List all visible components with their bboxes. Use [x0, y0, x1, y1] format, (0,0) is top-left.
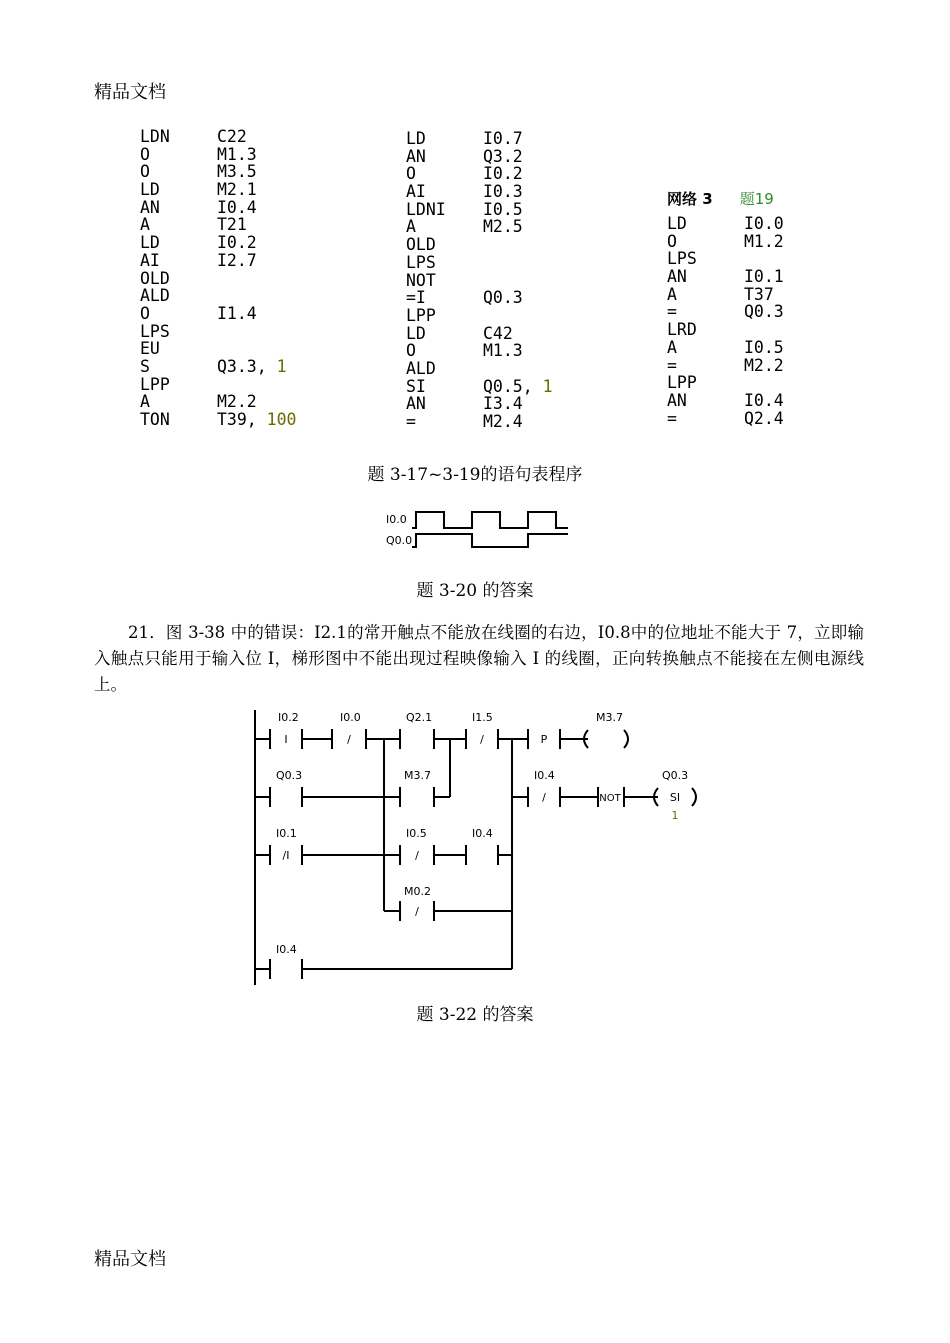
stl-operator: EU [140, 339, 160, 359]
stl-operator: =I [406, 288, 426, 308]
stl-operand: M3.5 [217, 162, 257, 182]
stl-operand: M2.5 [483, 217, 523, 237]
stl-operator: ALD [140, 286, 170, 306]
label-i04b: I0.4 [472, 827, 493, 840]
stl-operator: S [140, 356, 150, 376]
label-q03: Q0.3 [276, 769, 303, 782]
stl-operator: O [406, 164, 416, 184]
stl-operator: = [406, 412, 416, 431]
stl-operator: = [667, 302, 677, 322]
network-3-header [667, 188, 774, 209]
label-m37-coil: M3.7 [596, 711, 623, 724]
stl-operand: I0.4 [744, 390, 784, 410]
stl-row [667, 233, 784, 251]
stl-row [667, 321, 784, 339]
label-q21: Q2.1 [406, 711, 433, 724]
stl-operator: A [667, 337, 677, 357]
stl-row [140, 199, 296, 217]
stl-row [140, 305, 296, 323]
stl-operand: C42 [483, 323, 513, 343]
stl-row [667, 392, 784, 410]
stl-row [667, 215, 784, 233]
stl-operator: AN [406, 394, 426, 414]
stl-row [406, 236, 553, 254]
symbol-negated-5: / [415, 905, 419, 918]
page-header: 精品文档 [94, 82, 166, 103]
stl-row [406, 342, 553, 360]
stl-operand-number: 1 [276, 356, 287, 376]
stl-row [406, 148, 553, 166]
stl-operator: LPP [406, 305, 436, 325]
symbol-positive-edge: P [540, 733, 548, 746]
stl-program-1 [140, 128, 296, 429]
stl-row [406, 289, 553, 307]
stl-operator: LPS [140, 321, 170, 341]
stl-operator: LPP [140, 374, 170, 394]
stl-operand: T39, [217, 410, 267, 429]
stl-operand: M1.3 [217, 144, 257, 164]
stl-operand: I0.3 [483, 182, 523, 202]
ladder-diagram [240, 705, 720, 990]
timing-diagram [380, 503, 580, 551]
stl-row [140, 340, 296, 358]
caption-ladder: 题 3-22 的答案 [416, 1005, 534, 1025]
label-m37: M3.7 [404, 769, 431, 782]
answer-paragraph: 21．图 3-38 中的错误：I2.1的常开触点不能放在线圈的右边，I0.8中的位地址不能大于 7，立即输入触点只能用于输入位 I，梯形图中不能出现过程映像输入 I 的线圈，正向转换触点不能接在左侧电源线上。 [94, 623, 864, 694]
stl-row [140, 287, 296, 305]
stl-row [406, 218, 553, 236]
stl-operator: AN [140, 197, 160, 217]
stl-operand: M2.2 [217, 392, 257, 412]
stl-operator: LD [140, 180, 160, 200]
stl-row [406, 307, 553, 325]
stl-operand: I0.4 [217, 197, 257, 217]
stl-operand: I0.5 [744, 337, 784, 357]
stl-row [406, 165, 553, 183]
symbol-negated-immediate: /I [282, 849, 290, 862]
caption-stl: 题 3-17~3-19的语句表程序 [367, 465, 583, 485]
stl-operator: AN [667, 267, 687, 287]
label-i15: I1.5 [472, 711, 493, 724]
network-tag: 题19 [739, 190, 774, 208]
stl-operator: A [667, 284, 677, 304]
stl-operand: I3.4 [483, 394, 523, 414]
stl-operator: = [667, 355, 677, 375]
label-i02: I0.2 [278, 711, 299, 724]
stl-operand: I1.4 [217, 303, 257, 323]
stl-row [406, 183, 553, 201]
stl-operator: LRD [667, 320, 697, 340]
stl-row [140, 216, 296, 234]
stl-row [140, 376, 296, 394]
coil-si-count: 1 [671, 809, 679, 822]
stl-row [140, 323, 296, 341]
stl-row [667, 339, 784, 357]
symbol-immediate: I [284, 733, 288, 746]
stl-operand-number: 1 [542, 376, 553, 396]
stl-program-2 [406, 130, 553, 431]
stl-operator: SI [406, 376, 426, 396]
stl-operand: M1.3 [483, 341, 523, 361]
stl-operator: LD [667, 214, 687, 233]
stl-operator: LD [406, 129, 426, 148]
stl-operand: I0.5 [483, 199, 523, 219]
symbol-negated-3: / [542, 791, 546, 804]
stl-row [406, 378, 553, 396]
stl-operand: Q2.4 [744, 408, 784, 428]
stl-row [140, 358, 296, 376]
timing-label-input: I0.0 [386, 513, 407, 526]
stl-operand: M2.4 [483, 412, 523, 431]
label-i04c: I0.4 [276, 943, 297, 956]
stl-operator: O [667, 231, 677, 251]
stl-operator: AN [667, 390, 687, 410]
stl-operator: O [140, 162, 150, 182]
stl-row [140, 128, 296, 146]
stl-operator: ALD [406, 358, 436, 378]
stl-operand: I0.0 [744, 214, 784, 233]
page-footer: 精品文档 [94, 1249, 166, 1270]
stl-operand: M2.1 [217, 180, 257, 200]
stl-operator: A [406, 217, 416, 237]
stl-operator: LPP [667, 373, 697, 393]
stl-operand: Q0.3 [744, 302, 784, 322]
stl-operator: OLD [406, 235, 436, 255]
stl-operator: AI [140, 250, 160, 270]
stl-operand: M1.2 [744, 231, 784, 251]
stl-network-3 [667, 215, 784, 427]
stl-row [406, 413, 553, 431]
network-title: 网络 3 [667, 190, 713, 208]
label-q03-coil: Q0.3 [662, 769, 689, 782]
coil-si-label: SI [669, 791, 681, 804]
stl-row [667, 303, 784, 321]
stl-row [140, 234, 296, 252]
stl-operator: = [667, 408, 677, 428]
stl-row [667, 357, 784, 375]
stl-operator: O [406, 341, 416, 361]
stl-operand: Q0.3 [483, 288, 523, 308]
stl-operand: C22 [217, 127, 247, 146]
stl-operand: Q3.3, [217, 356, 277, 376]
stl-operator: LD [406, 323, 426, 343]
symbol-negated-2: / [480, 733, 484, 746]
symbol-negated-1: / [347, 733, 351, 746]
stl-operand: I0.1 [744, 267, 784, 287]
stl-row [667, 250, 784, 268]
symbol-negated-4: / [415, 849, 419, 862]
stl-operator: LDNI [406, 199, 446, 219]
stl-row [667, 374, 784, 392]
stl-operand: I0.7 [483, 129, 523, 148]
stl-row [140, 163, 296, 181]
stl-operator: LDN [140, 127, 170, 146]
stl-row [406, 360, 553, 378]
stl-row [667, 410, 784, 428]
stl-row [406, 395, 553, 413]
timing-waveform-input [412, 512, 568, 528]
stl-operand: T21 [217, 215, 247, 235]
stl-operator: LD [140, 233, 160, 253]
stl-operand: T37 [744, 284, 774, 304]
stl-operator: O [140, 303, 150, 323]
stl-row [406, 254, 553, 272]
timing-waveform-output [412, 534, 568, 547]
label-m02: M0.2 [404, 885, 431, 898]
not-box-label: NOT [599, 793, 621, 804]
stl-operator: LPS [667, 249, 697, 269]
stl-operand: Q0.5, [483, 376, 543, 396]
stl-operand: I0.2 [483, 164, 523, 184]
stl-operand-number: 100 [266, 410, 297, 429]
stl-row [406, 272, 553, 290]
stl-row [406, 325, 553, 343]
stl-row [140, 393, 296, 411]
stl-operator: TON [140, 410, 170, 429]
caption-timing: 题 3-20 的答案 [416, 581, 534, 601]
stl-operator: AI [406, 182, 426, 202]
stl-row [140, 181, 296, 199]
stl-operator: A [140, 215, 150, 235]
stl-row [406, 201, 553, 219]
label-i00: I0.0 [340, 711, 361, 724]
stl-operator: LPS [406, 252, 436, 272]
stl-operand: I0.2 [217, 233, 257, 253]
stl-operand: Q3.2 [483, 146, 523, 166]
stl-operator: O [140, 144, 150, 164]
stl-row [140, 270, 296, 288]
stl-row [406, 130, 553, 148]
stl-operand: I2.7 [217, 250, 257, 270]
stl-row [667, 268, 784, 286]
stl-row [667, 286, 784, 304]
label-i05: I0.5 [406, 827, 427, 840]
timing-label-output: Q0.0 [386, 534, 413, 547]
stl-operand: M2.2 [744, 355, 784, 375]
stl-operator: OLD [140, 268, 170, 288]
stl-operator: AN [406, 146, 426, 166]
label-i04a: I0.4 [534, 769, 555, 782]
stl-row [140, 411, 296, 429]
label-i01: I0.1 [276, 827, 297, 840]
stl-row [140, 252, 296, 270]
stl-row [140, 146, 296, 164]
stl-operator: A [140, 392, 150, 412]
stl-operator: NOT [406, 270, 436, 290]
